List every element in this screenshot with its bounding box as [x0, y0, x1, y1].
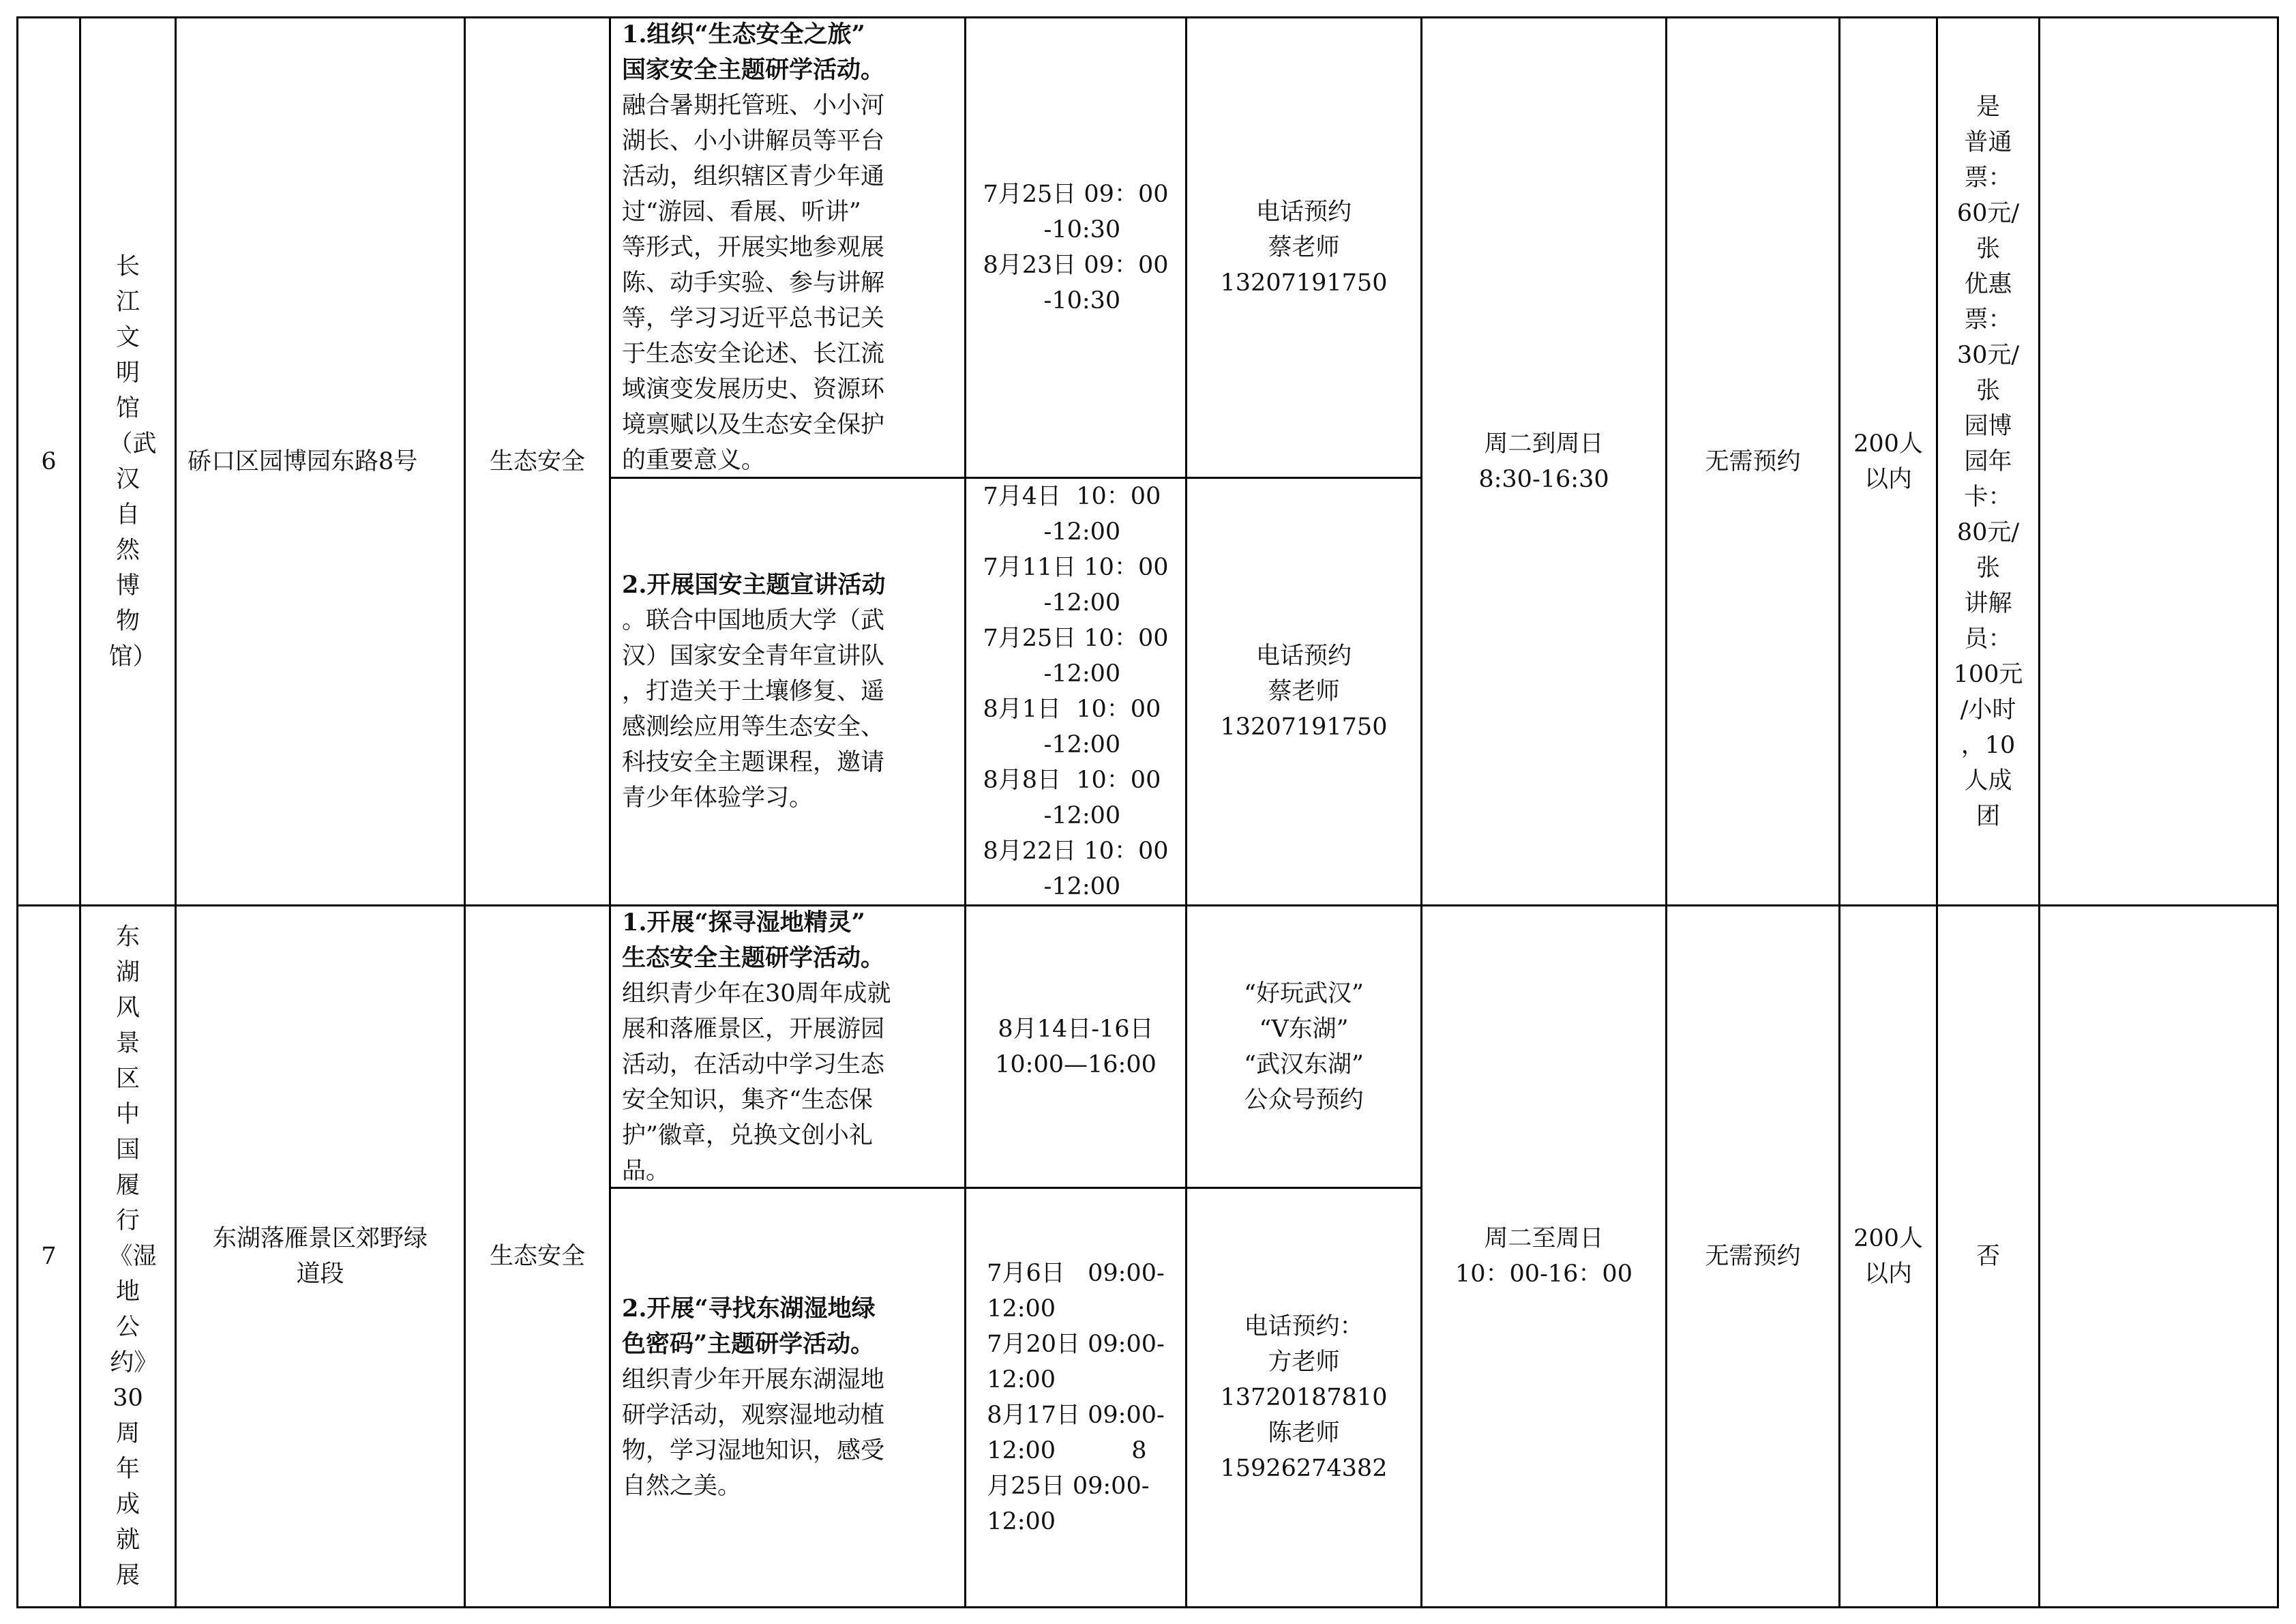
time-cell — [964, 904, 1187, 1189]
booking-method: “好玩武汉” “V东湖” “武汉东湖” 公众号预约 — [1244, 979, 1364, 1114]
time-cell — [964, 1187, 1187, 1608]
time-cell — [964, 477, 1187, 906]
row-number: 6 — [41, 447, 57, 475]
remark-cell — [2038, 16, 2279, 906]
row-number-cell — [16, 16, 81, 906]
fee: 否 — [1976, 1243, 2000, 1270]
open-hours: 周二至周日 10：00-16：00 — [1455, 1225, 1632, 1288]
activity-time: 7月25日 09：00 -10:30 8月23日 09：00 -10:30 — [983, 181, 1169, 314]
activity-cell — [609, 477, 966, 906]
capacity: 200人 以内 — [1853, 1225, 1923, 1288]
venue-name: 长江文明馆（武汉自然博物馆） — [108, 252, 157, 670]
venue-name: 东湖风景区中国履行《湿地公约》30周年成就展 — [108, 924, 157, 1589]
fee-cell — [1936, 904, 2040, 1608]
booking-method: 电话预约： 方老师 13720187810 陈老师 15926274382 — [1220, 1313, 1388, 1482]
capacity-cell — [1838, 904, 1938, 1608]
address: 东湖落雁景区郊野绿 道段 — [212, 1225, 428, 1288]
activity-cell — [609, 1187, 966, 1608]
fee: 是 普通 票： 60元/ 张 优惠 票： 30元/ 张 园博 园年 卡： 80元/ 张 讲解 员： 100元 /小时 ，10 人成 团 — [1953, 93, 2023, 830]
address: 硚口区园博园东路8号 — [188, 447, 418, 475]
activity-title: 1.组织“生态安全之旅” 国家安全主题研学活动。 — [622, 20, 885, 84]
reservation: 无需预约 — [1705, 447, 1801, 475]
open-hours-cell — [1420, 16, 1667, 906]
activity-title: 2.开展“寻找东湖湿地绿 色密码”主题研学活动。 — [622, 1295, 876, 1358]
booking-method: 电话预约 蔡老师 13207191750 — [1220, 643, 1388, 741]
activity-time: 8月14日-16日 10:00—16:00 — [995, 1015, 1157, 1078]
activity-cell — [609, 16, 966, 479]
booking-cell — [1185, 16, 1422, 479]
booking-cell — [1185, 477, 1422, 906]
row-number-cell — [16, 904, 81, 1608]
booking-cell — [1185, 1187, 1422, 1608]
activity-table — [16, 16, 2279, 1608]
theme-cell — [464, 904, 611, 1608]
activity-time: 7月6日 09:00- 12:00 7月20日 09:00- 12:00 8月17日 09:00- 12:00 8 月25日 09:00- 12:00 — [987, 1260, 1165, 1535]
theme: 生态安全 — [489, 447, 585, 475]
reservation-cell — [1665, 16, 1840, 906]
capacity: 200人 以内 — [1853, 430, 1923, 493]
activity-title: 1.开展“探寻湿地精灵” 生态安全主题研学活动。 — [622, 908, 885, 972]
booking-cell — [1185, 904, 1422, 1189]
fee-cell — [1936, 16, 2040, 906]
booking-method: 电话预约 蔡老师 13207191750 — [1220, 198, 1388, 297]
theme-cell — [464, 16, 611, 906]
activity-description: 。联合中国地质大学（武 汉）国家安全青年宣讲队 ，打造关于土壤修复、遥 感测绘应用等生态安全、 科技安全主题课程，邀请 青少年体验学习。 — [622, 607, 885, 812]
reservation: 无需预约 — [1705, 1243, 1801, 1270]
theme: 生态安全 — [489, 1243, 585, 1270]
venue-cell — [79, 904, 177, 1608]
activity-cell — [609, 904, 966, 1189]
activity-time: 7月4日 10：00 -12:00 7月11日 10：00 -12:00 7月25日 10：00 -12:00 8月1日 10：00 -12:00 8月8日 10：00 -12:00 8月22日 10：00 -12:00 — [983, 483, 1169, 900]
time-cell — [964, 16, 1187, 479]
venue-cell — [79, 16, 177, 906]
address-cell — [175, 16, 466, 906]
activity-title: 2.开展国安主题宣讲活动 — [622, 571, 886, 599]
remark-cell — [2038, 904, 2279, 1608]
reservation-cell — [1665, 904, 1840, 1608]
row-number: 7 — [41, 1243, 57, 1270]
capacity-cell — [1838, 16, 1938, 906]
activity-description: 组织青少年开展东湖湿地 研学活动，观察湿地动植 物，学习湿地知识，感受 自然之美。 — [622, 1366, 885, 1500]
open-hours-cell — [1420, 904, 1667, 1608]
address-cell — [175, 904, 466, 1608]
activity-description: 融合暑期托管班、小小河 湖长、小小讲解员等平台 活动，组织辖区青少年通 过“游园、看展、听讲” 等形式，开展实地参观展 陈、动手实验、参与讲解 等，学习习近平总书记关 于生态安全论述、长江流 域演变发展历史、资源环 境禀赋以及生态安全保护 的重要意义。 — [622, 92, 885, 474]
activity-description: 组织青少年在30周年成就 展和落雁景区，开展游园 活动，在活动中学习生态 安全知识，集齐“生态保 护”徽章，兑换文创小礼 品。 — [622, 979, 891, 1185]
open-hours: 周二到周日 8:30-16:30 — [1478, 430, 1609, 493]
